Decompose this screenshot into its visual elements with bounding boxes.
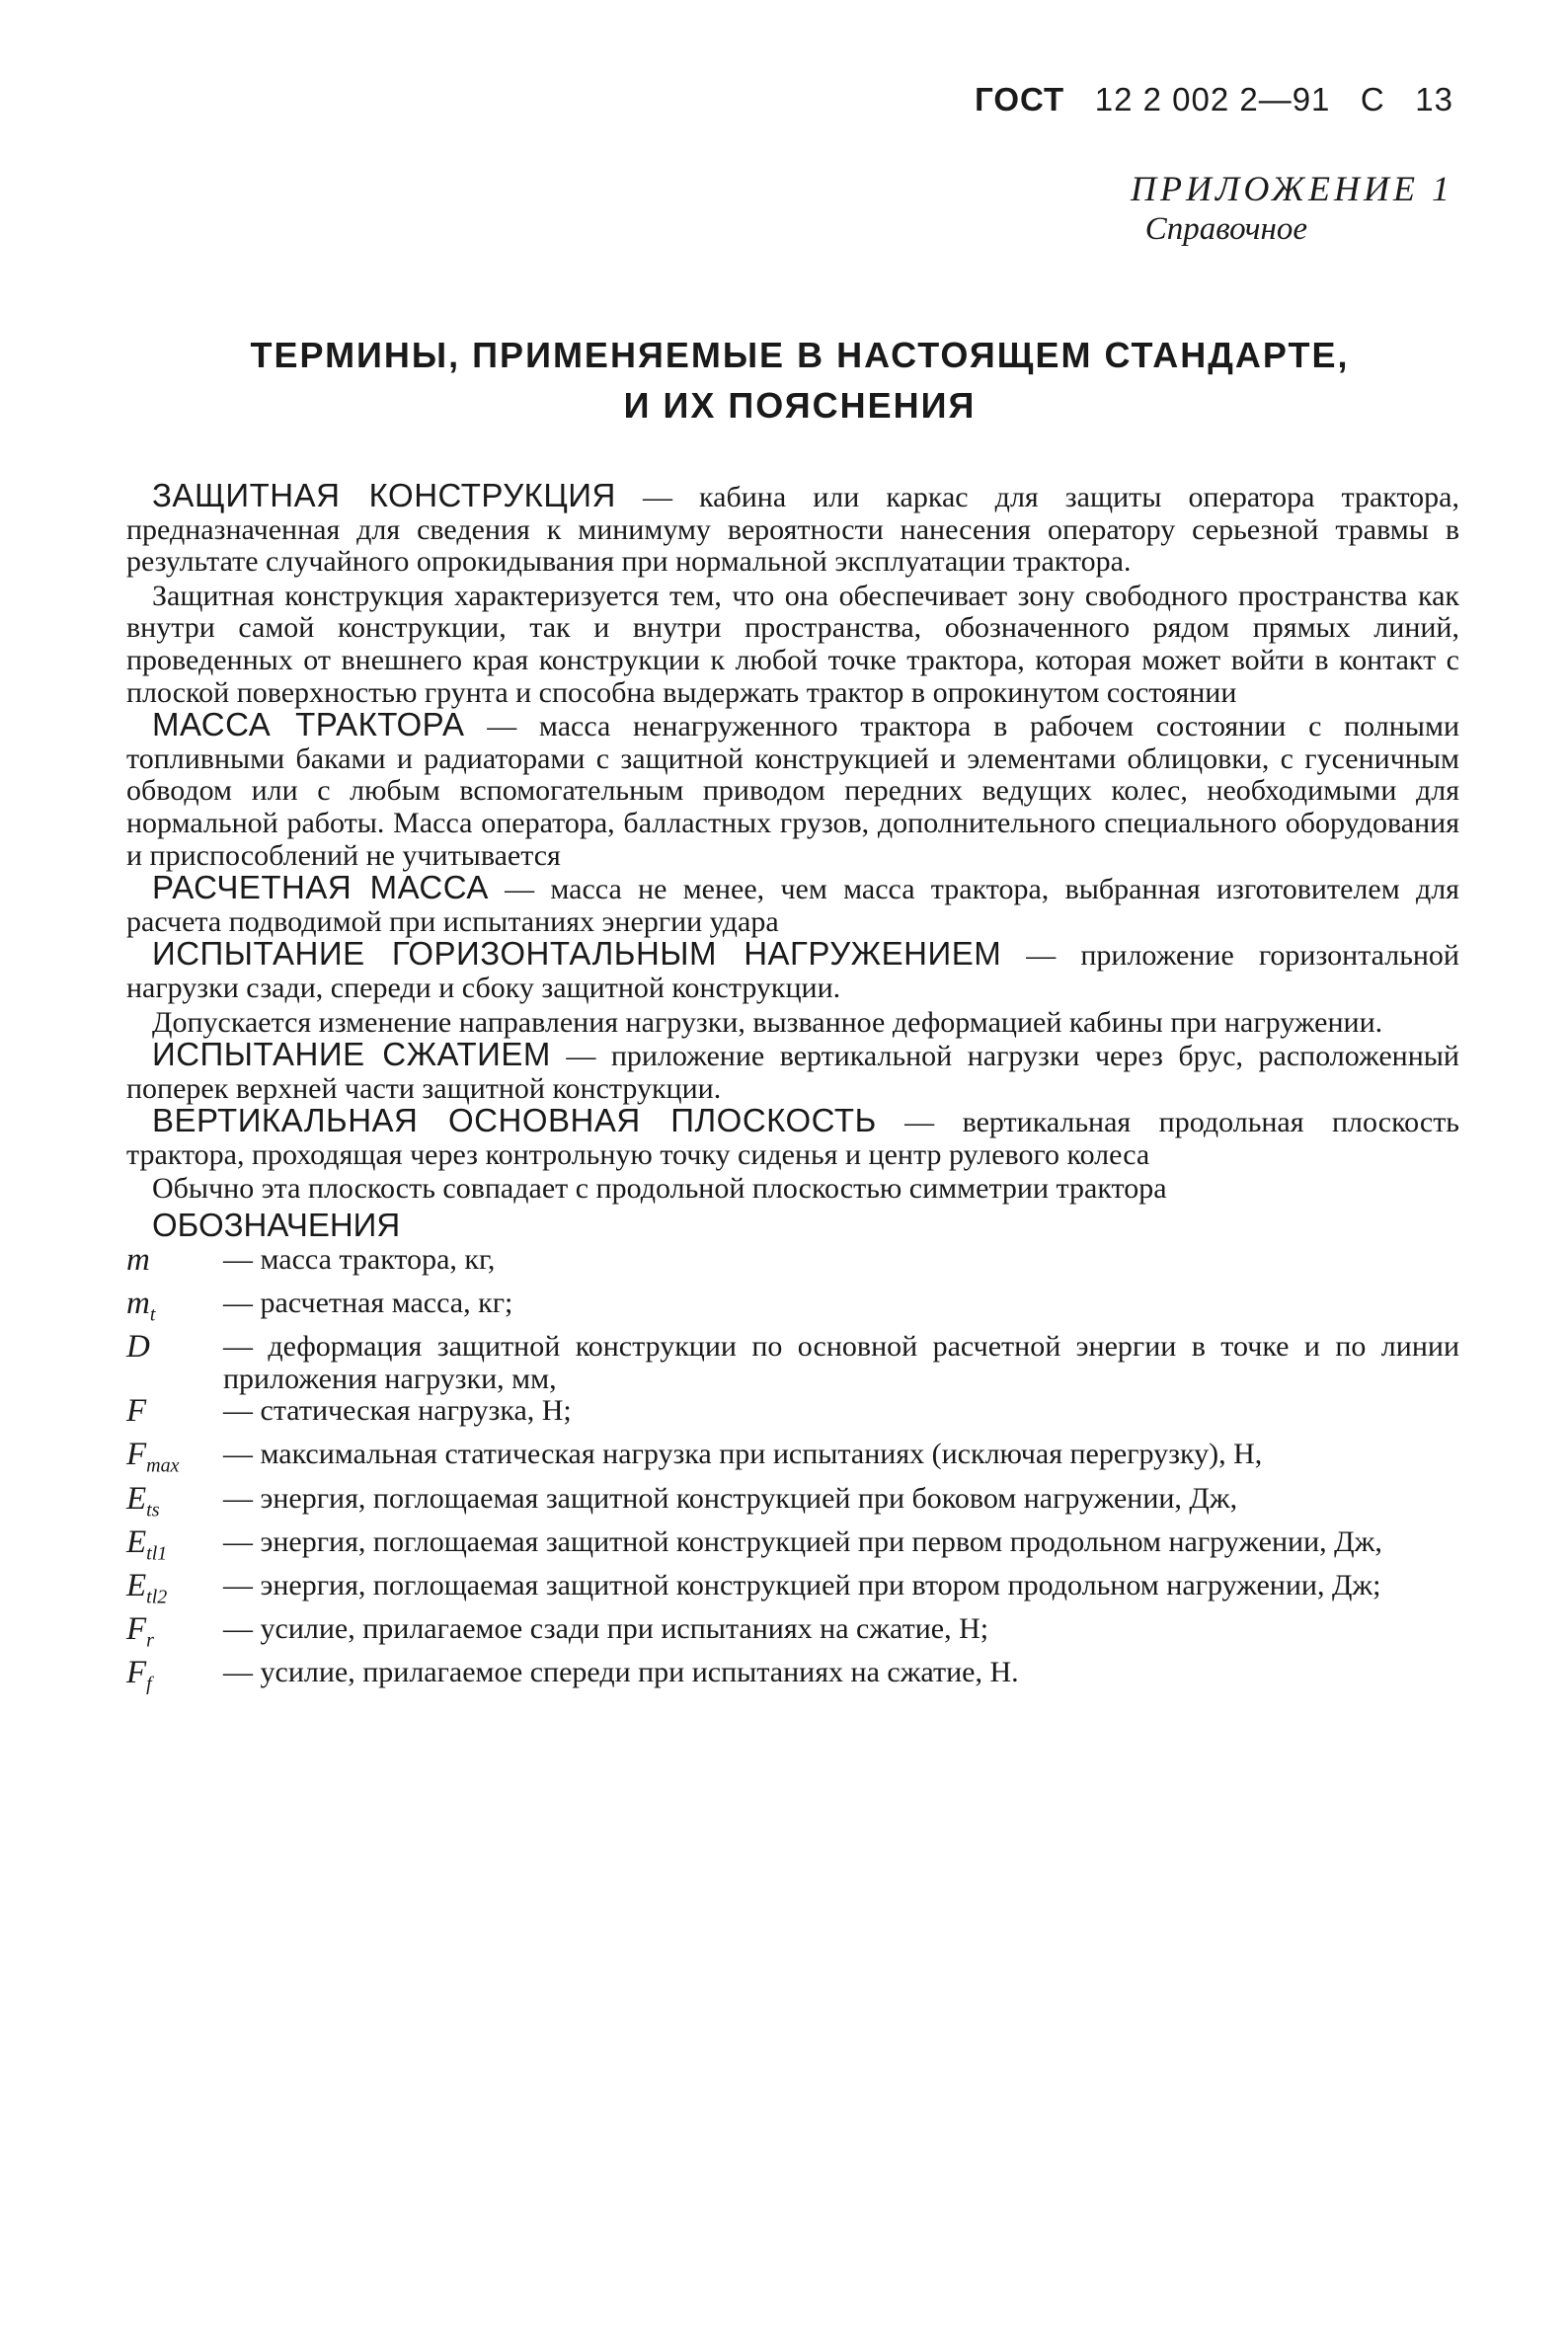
term-paragraph bbox=[126, 1036, 1459, 1105]
notation-item bbox=[126, 1285, 1459, 1331]
appendix-subtitle: Справочное bbox=[1144, 211, 1307, 248]
notation-definition: — деформация защитной конструкции по основной расчетной энергии в точке и по линии приложения нагрузки, мм, bbox=[223, 1330, 1459, 1395]
notation-definition: — расчетная масса, кг; bbox=[223, 1286, 513, 1319]
term-paragraph bbox=[126, 1102, 1459, 1171]
notation-item bbox=[126, 1567, 1459, 1613]
term-name: ИСПЫТАНИЕ СЖАТИЕМ bbox=[152, 1036, 551, 1073]
main-title bbox=[148, 330, 1451, 430]
notation-definition: — статическая нагрузка, Н; bbox=[223, 1394, 572, 1428]
gost-label: ГОСТ bbox=[975, 81, 1065, 117]
term-paragraph bbox=[126, 1171, 1459, 1206]
appendix-title: ПРИЛОЖЕНИЕ 1 bbox=[1131, 169, 1453, 208]
notation-item bbox=[126, 1331, 1459, 1395]
notation-item bbox=[126, 1523, 1459, 1570]
page-prefix: С bbox=[1360, 81, 1385, 117]
main-title-line2: И ИХ ПОЯСНЕНИЯ bbox=[623, 385, 977, 426]
notation-symbol: $E_{ts}$ bbox=[126, 1480, 160, 1522]
notation-item bbox=[126, 1613, 1459, 1657]
term-paragraph bbox=[126, 579, 1459, 709]
notation-symbol: $F_r$ bbox=[126, 1611, 154, 1652]
document-body bbox=[126, 477, 1459, 1701]
notation-definition: — максимальная статическая нагрузка при испытаниях (исключая перегрузку), Н, bbox=[223, 1438, 1263, 1471]
notation-definition: — усилие, прилагаемое сзади при испытаниях на сжатие, Н; bbox=[223, 1612, 989, 1646]
notation-item bbox=[126, 1241, 1459, 1288]
notation-heading: ОБОЗНАЧЕНИЯ bbox=[152, 1207, 401, 1244]
notation-item bbox=[126, 1395, 1459, 1439]
term-definition: — вертикальная продольная плоскость трактора, проходящая через контрольную точку сиденья и центр рулевого колеса bbox=[126, 1106, 1459, 1171]
term-paragraph bbox=[126, 869, 1459, 938]
term-definition: — кабина или каркас для защиты оператора трактора, предназначенная для сведения к минимуму вероятности нанесения оператору серьезной травмы в результате случайного опрокидывания при нормальной эксплуатации трактора. bbox=[126, 481, 1459, 579]
term-paragraph bbox=[126, 935, 1459, 1004]
notation-item bbox=[126, 1657, 1459, 1700]
notation-symbol: $F_f$ bbox=[126, 1655, 152, 1695]
notation-symbol: m bbox=[126, 1241, 150, 1278]
notation-definition: — энергия, поглощаемая защитной конструкцией при боковом нагружении, Дж, bbox=[223, 1481, 1238, 1515]
notation-symbol: $E_{tl1}$ bbox=[126, 1523, 168, 1565]
term-name: РАСЧЕТНАЯ МАССА bbox=[152, 869, 489, 906]
term-definition: — масса ненагруженного трактора в рабочем состоянии с полными топливными баками и радиаторами с защитной конструкцией и элементами облицовки, с гусеничным обводом или с любым вспомогательным приводом передних ведущих колес, необходимыми для нормальной работы. Масса оператора, балластных грузов, дополнительного специального оборудования и приспособлений не учитывается bbox=[126, 710, 1459, 872]
term-definition: Допускается изменение направления нагрузки, вызванное деформацией кабины при нагружении. bbox=[152, 1005, 1383, 1039]
page-header bbox=[975, 81, 1453, 118]
doc-number: 12 2 002 2—91 bbox=[1094, 81, 1331, 117]
notation-definition: — усилие, прилагаемое спереди при испытаниях на сжатие, Н. bbox=[223, 1656, 1019, 1689]
term-definition: Обычно эта плоскость совпадает с продольной плоскостью симметрии трактора bbox=[152, 1172, 1167, 1206]
notation-list bbox=[126, 1241, 1459, 1701]
notation-symbol: $E_{tl2}$ bbox=[126, 1567, 168, 1608]
term-name: ЗАЩИТНАЯ КОНСТРУКЦИЯ bbox=[152, 477, 616, 513]
term-name: МАССА ТРАКТОРА bbox=[152, 706, 465, 743]
page-number: 13 bbox=[1415, 81, 1453, 117]
notation-definition: — энергия, поглощаемая защитной конструкцией при втором продольном нагружении, Дж; bbox=[223, 1568, 1381, 1601]
notation-item bbox=[126, 1480, 1459, 1526]
notation-item bbox=[126, 1439, 1459, 1482]
term-paragraph bbox=[126, 706, 1459, 872]
notation-symbol: $m_t$ bbox=[126, 1285, 156, 1326]
notation-definition: — масса трактора, кг, bbox=[223, 1242, 496, 1276]
notation-symbol: D bbox=[126, 1329, 150, 1366]
term-paragraph bbox=[126, 477, 1459, 579]
term-definition: — масса не менее, чем масса трактора, выбранная изготовителем для расчета подводимой при испытаниях энергии удара bbox=[126, 873, 1459, 938]
term-definition: Защитная конструкция характеризуется тем, что она обеспечивает зону свободного пространства как внутри самой конструкции, так и внутри пространства, обозначенного рядом прямых линий, проведенных от внешнего края конструкции к любой точке трактора, которая может войти в контакт с плоской поверхностью грунта и способна выдержать трактор в опрокинутом состоянии bbox=[126, 579, 1459, 709]
notation-definition: — энергия, поглощаемая защитной конструкцией при первом продольном нагружении, Дж, bbox=[223, 1524, 1382, 1558]
term-definition: — приложение вертикальной нагрузки через брус, расположенный поперек верхней части защитной конструкции. bbox=[126, 1040, 1459, 1105]
notation-symbol: F bbox=[126, 1393, 147, 1430]
notation-symbol: $F_{max}$ bbox=[126, 1437, 180, 1477]
term-name: ИСПЫТАНИЕ ГОРИЗОНТАЛЬНЫМ НАГРУЖЕНИЕМ bbox=[152, 935, 1002, 973]
appendix-block bbox=[1131, 168, 1453, 250]
term-name: ВЕРТИКАЛЬНАЯ ОСНОВНАЯ ПЛОСКОСТЬ bbox=[152, 1102, 877, 1139]
main-title-line1: ТЕРМИНЫ, ПРИМЕНЯЕМЫЕ В НАСТОЯЩЕМ СТАНДАРТЕ, bbox=[250, 335, 1350, 375]
term-definition: — приложение горизонтальной нагрузки сзади, спереди и сбоку защитной конструкции. bbox=[126, 939, 1459, 1004]
term-paragraph bbox=[126, 1005, 1459, 1040]
